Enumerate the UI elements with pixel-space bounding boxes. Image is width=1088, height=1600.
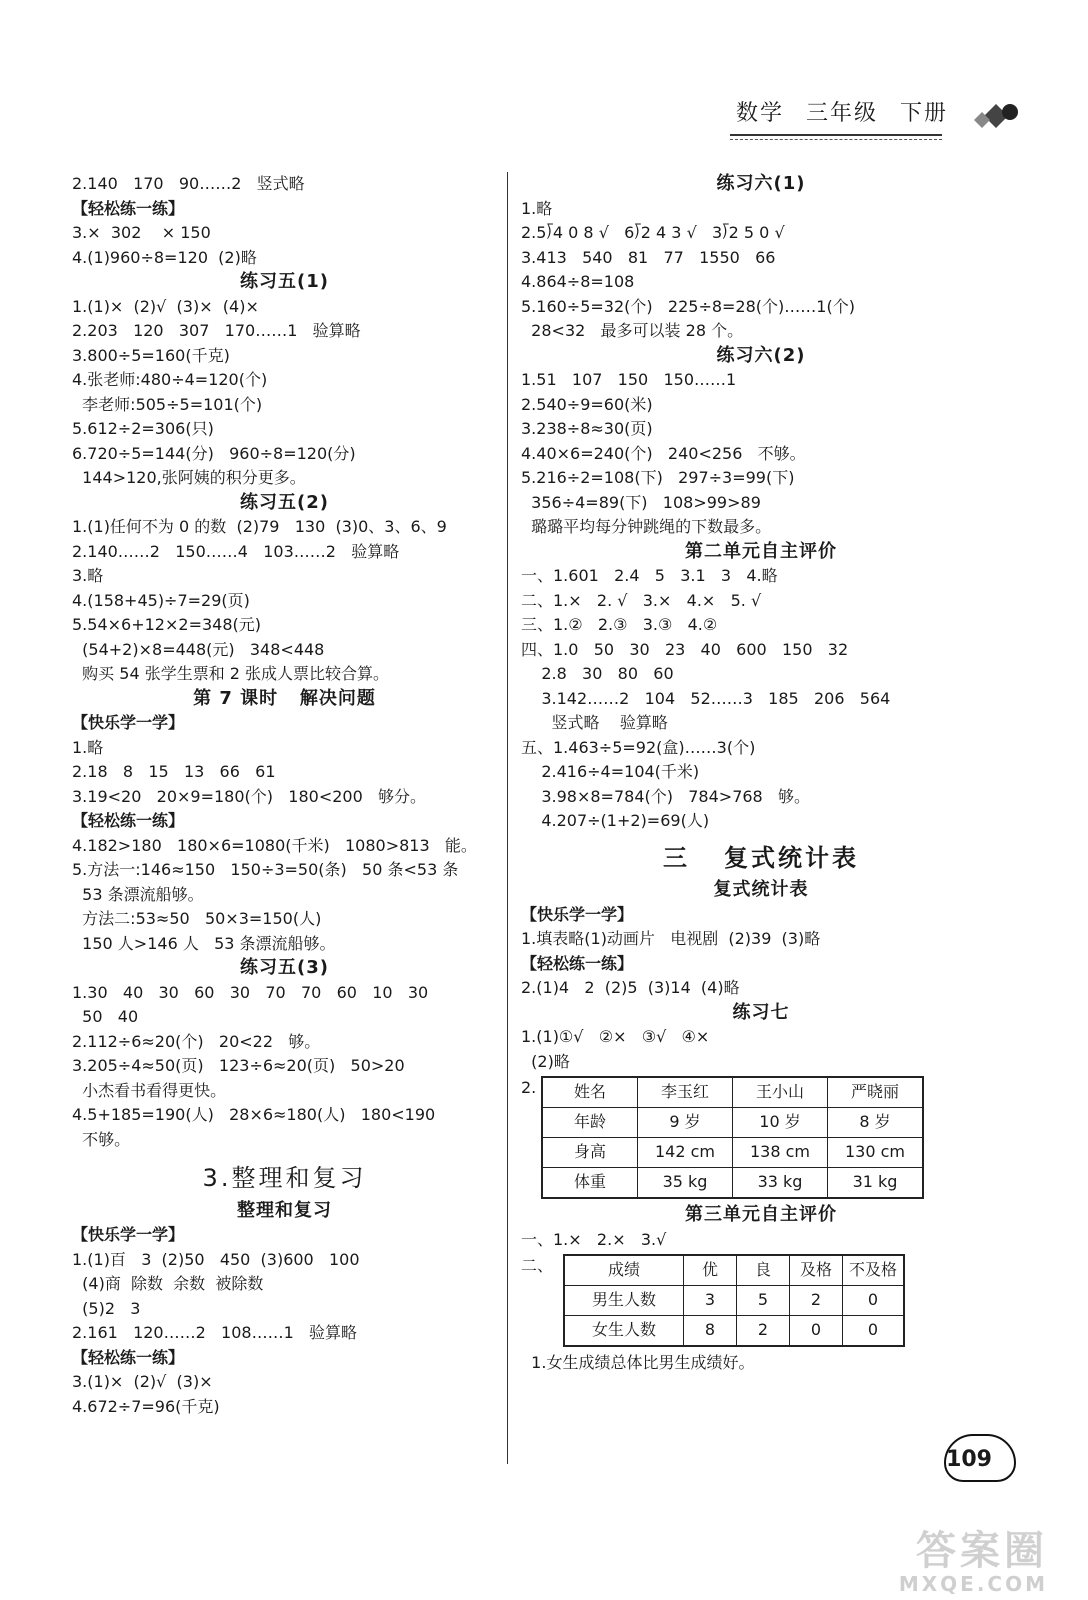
table-cell: 138 cm [733, 1138, 828, 1168]
answer-line: 4.(1)960÷8=120 (2)略 [72, 247, 257, 267]
table-cell: 严晓丽 [828, 1077, 924, 1108]
answer-line: 5.216÷2=108(下) 297÷3=99(下) [521, 468, 795, 487]
table-cell: 130 cm [828, 1138, 924, 1168]
table-cell: 31 kg [828, 1168, 924, 1199]
section-title: 第二单元自主评价 [685, 540, 837, 562]
answer-line: 356÷4=89(下) 108>99>89 [521, 492, 761, 512]
answer-line: 璐璐平均每分钟跳绳的下数最多。 [521, 517, 772, 536]
table-cell: 8 岁 [828, 1108, 924, 1138]
answer-line: (2)略 [521, 1051, 570, 1071]
answer-line: 3.× 302 × 150 [72, 223, 211, 242]
table-cell: 0 [843, 1316, 905, 1347]
answer-line: 1.(1)百 3 (2)50 450 (3)600 100 [72, 1249, 360, 1269]
answer-line: 150 人>146 人 53 条漂流船够。 [72, 933, 336, 953]
chapter-title: 三 复式统计表 [662, 843, 860, 872]
answer-line: 4.张老师:480÷4=120(个) [72, 370, 268, 389]
section-title: 第 7 课时 解决问题 [193, 687, 376, 709]
answer-line: 1.51 107 150 150……1 [521, 370, 737, 389]
table-cell: 9 岁 [638, 1108, 733, 1138]
table-row [542, 1108, 923, 1138]
table-cell: 35 kg [638, 1168, 733, 1199]
section-title: 第三单元自主评价 [685, 1204, 837, 1225]
practice-tag: 【轻松练一练】 [521, 953, 634, 973]
table-label: 2. [521, 1078, 537, 1097]
answer-line: 二、1.× 2. √ 3.× 4.× 5. √ [521, 590, 762, 610]
section-title: 练习六(1) [716, 173, 806, 194]
table-row [564, 1255, 904, 1286]
grade-table [563, 1254, 905, 1347]
diamond-ornament-icon [972, 100, 1022, 132]
table-cell: 李玉红 [638, 1077, 733, 1108]
answer-line: 3.142……2 104 52……3 185 206 564 [521, 688, 891, 708]
answer-line: 四、1.0 50 30 23 40 600 150 32 [521, 639, 849, 659]
answer-line: 3.413 540 81 77 1550 66 [521, 247, 776, 267]
answer-line: 2.203 120 307 170……1 验算略 [72, 321, 361, 340]
table-label: 二、 [521, 1256, 554, 1275]
section-title: 练习七 [732, 1001, 790, 1023]
answer-line: 4.182>180 180×6=1080(千米) 1080>813 能。 [72, 835, 477, 855]
answer-line: 2.18 8 15 13 66 61 [72, 762, 276, 781]
table-cell: 2 [790, 1286, 843, 1316]
answer-line: (4)商 除数 余数 被除数 [72, 1274, 264, 1293]
table-row [542, 1138, 923, 1168]
practice-tag: 【轻松练一练】 [72, 1347, 185, 1367]
table-cell: 5 [737, 1286, 790, 1316]
section-title: 练习五(1) [240, 271, 329, 292]
answer-line: 28<32 最多可以装 28 个。 [521, 321, 744, 340]
answer-line: 一、1.601 2.4 5 3.1 3 4.略 [521, 566, 778, 585]
answer-line: 3.(1)× (2)√ (3)× [72, 1372, 213, 1391]
header-rule [730, 134, 942, 136]
practice-tag: 【轻松练一练】 [72, 198, 185, 218]
practice-tag: 【快乐学一学】 [72, 1225, 185, 1244]
header-volume: 下册 [899, 101, 948, 126]
table-cell: 3 [684, 1286, 737, 1316]
answer-line: 50 40 [72, 1007, 139, 1026]
section-title: 练习五(2) [240, 491, 329, 513]
watermark-url: MXQE.COM [898, 1572, 1048, 1596]
answer-line: 2.5⟌4 0 8 √ 6⟌2 4 3 √ 3⟌2 5 0 √ [521, 223, 785, 242]
answer-line: 53 条漂流船够。 [72, 884, 204, 904]
answer-line: 小杰看书看得更快。 [72, 1080, 227, 1100]
answer-line: 1.填表略(1)动画片 电视剧 (2)39 (3)略 [521, 929, 821, 948]
answer-line: 4.5+185=190(人) 28×6≈180(人) 180<190 [72, 1105, 436, 1124]
answer-line: 1.30 40 30 60 30 70 70 60 10 30 [72, 982, 429, 1002]
answer-line: 方法二:53≈50 50×3=150(人) [72, 909, 322, 928]
table-cell: 及格 [790, 1255, 843, 1286]
header-subject: 数学 [735, 101, 784, 126]
section-title: 整理和复习 [237, 1199, 332, 1221]
answer-line: 1.(1)任何不为 0 的数 (2)79 130 (3)0、3、6、9 [72, 517, 447, 536]
answer-line: 3.205÷4≈50(页) 123÷6≈20(页) 50>20 [72, 1056, 405, 1075]
answer-line: 2.8 30 80 60 [521, 664, 674, 683]
answer-line: 3.98×8=784(个) 784>768 够。 [521, 786, 810, 806]
table-cell: 王小山 [733, 1077, 828, 1108]
answer-line: 3.略 [72, 566, 104, 585]
answer-line: 3.800÷5=160(千克) [72, 345, 230, 365]
answer-line: 一、1.× 2.× 3.√ [521, 1229, 667, 1249]
answer-line: 4.(158+45)÷7=29(页) [72, 590, 250, 610]
answer-line: 1.(1)× (2)√ (3)× (4)× [72, 296, 259, 316]
answer-line: 5.54×6+12×2=348(元) [72, 615, 261, 634]
answer-line: 2.140 170 90……2 竖式略 [72, 174, 305, 193]
answer-line: 144>120,张阿姨的积分更多。 [72, 468, 306, 487]
table-cell: 年龄 [542, 1108, 638, 1138]
table-cell: 男生人数 [564, 1286, 684, 1316]
table-row [564, 1286, 904, 1316]
answer-line: 1.女生成绩总体比男生成绩好。 [521, 1353, 755, 1372]
column-divider [507, 172, 508, 1464]
header-grade: 三年级 [805, 101, 878, 126]
answer-line: 5.方法一:146≈150 150÷3=50(条) 50 条<53 条 [72, 860, 459, 879]
answer-line: 6.720÷5=144(分) 960÷8=120(分) [72, 443, 356, 463]
practice-tag: 【快乐学一学】 [521, 904, 634, 924]
answer-line: 2.161 120……2 108……1 验算略 [72, 1323, 358, 1342]
answer-line: 5.612÷2=306(只) [72, 419, 214, 438]
practice-tag: 【快乐学一学】 [72, 713, 185, 732]
answer-line: 竖式略 验算略 [521, 713, 668, 732]
section-title: 练习六(2) [716, 344, 806, 366]
section-title: 复式统计表 [713, 879, 809, 900]
page-number: 109 [946, 1447, 992, 1472]
table-cell: 0 [843, 1286, 905, 1316]
practice-tag: 【轻松练一练】 [72, 811, 185, 830]
answer-line: 1.略 [521, 198, 553, 218]
table-row [542, 1077, 923, 1108]
answer-line: 五、1.463÷5=92(盒)……3(个) [521, 737, 756, 757]
answer-line: 4.207÷(1+2)=69(人) [521, 811, 710, 830]
answer-line: 4.40×6=240(个) 240<256 不够。 [521, 443, 806, 463]
table-cell: 成绩 [564, 1255, 684, 1286]
right-column [521, 172, 1001, 1376]
answer-line: 购买 54 张学生票和 2 张成人票比较合算。 [72, 664, 390, 683]
table-cell: 体重 [542, 1168, 638, 1199]
table-cell: 8 [684, 1316, 737, 1347]
header-rule-dashed [730, 139, 942, 140]
answer-line: 1.(1)①√ ②× ③√ ④× [521, 1027, 710, 1046]
table-cell: 姓名 [542, 1077, 638, 1108]
table-cell: 2 [737, 1316, 790, 1347]
table-cell: 女生人数 [564, 1316, 684, 1347]
table-cell: 优 [684, 1255, 737, 1286]
answer-line: 2.(1)4 2 (2)5 (3)14 (4)略 [521, 978, 740, 997]
left-column [72, 172, 497, 1419]
answer-line: 3.238÷8≈30(页) [521, 419, 653, 438]
student-info-table-block [521, 1076, 1001, 1199]
table-row [542, 1168, 923, 1199]
answer-line: 2.140……2 150……4 103……2 验算略 [72, 541, 400, 561]
answer-line: 李老师:505÷5=101(个) [72, 394, 263, 414]
answer-line: (5)2 3 [72, 1298, 141, 1318]
table-row [564, 1316, 904, 1347]
watermark-logo: 答案圈 [916, 1528, 1048, 1574]
answer-line: 1.略 [72, 737, 104, 757]
table-cell: 身高 [542, 1138, 638, 1168]
answer-line: 2.416÷4=104(千米) [521, 762, 700, 781]
page-header [714, 96, 948, 127]
answer-line: 5.160÷5=32(个) 225÷8=28(个)……1(个) [521, 296, 855, 316]
table-cell: 10 岁 [733, 1108, 828, 1138]
answer-line: 三、1.② 2.③ 3.③ 4.② [521, 615, 718, 634]
table-cell: 33 kg [733, 1168, 828, 1199]
table-cell: 良 [737, 1255, 790, 1286]
answer-line: 4.672÷7=96(千克) [72, 1396, 220, 1416]
student-info-table [541, 1076, 924, 1199]
table-cell: 0 [790, 1316, 843, 1347]
answer-line: 3.19<20 20×9=180(个) 180<200 够分。 [72, 786, 427, 806]
section-title: 练习五(3) [240, 957, 329, 978]
chapter-title: 3.整理和复习 [202, 1164, 367, 1192]
answer-line: 2.540÷9=60(米) [521, 394, 653, 414]
grade-table-block [521, 1254, 1001, 1347]
answer-line: 不够。 [72, 1129, 131, 1149]
table-cell: 142 cm [638, 1138, 733, 1168]
answer-line: (54+2)×8=448(元) 348<448 [72, 639, 325, 659]
answer-line: 2.112÷6≈20(个) 20<22 够。 [72, 1031, 321, 1051]
answer-line: 4.864÷8=108 [521, 272, 635, 291]
table-cell: 不及格 [843, 1255, 905, 1286]
